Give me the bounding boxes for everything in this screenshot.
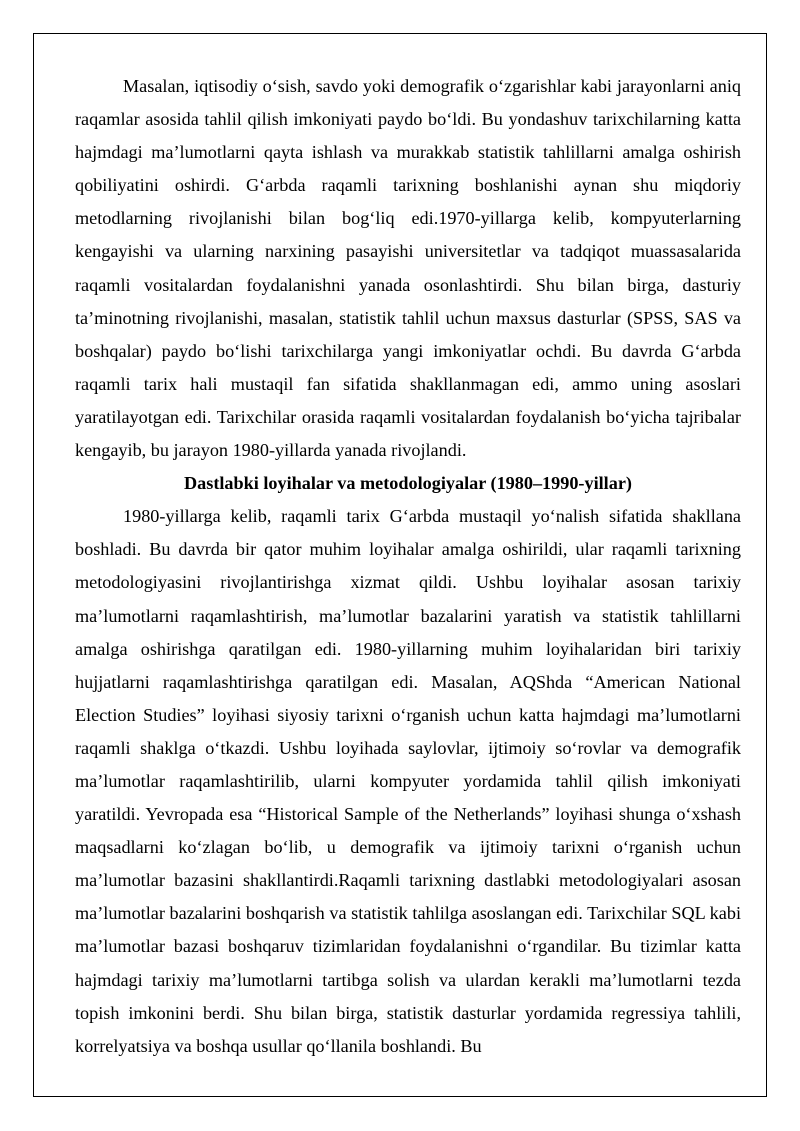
section-heading: Dastlabki loyihalar va metodologiyalar (1980–1990-yillar) (184, 473, 632, 494)
paragraph-intro: Masalan, iqtisodiy o‘sish, savdo yoki demografik o‘zgarishlar kabi jarayonlarni aniq raqamlar asosida tahlil qilish imkoniyati paydo bo‘ldi. Bu yondashuv tarixchilarning katta hajmdagi ma’lumotlarni qayta ishlash va murakkab statistik tahlillarni amalga oshirish qobiliyatini oshirdi. G‘arbda raqamli tarixning boshlanishi aynan shu miqdoriy metodlarning rivojlanishi bilan bog‘liq edi.1970-yillarga kelib, kompyuterlarning kengayishi va ularning narxining pasayishi universitetlar va tadqiqot muassasalarida raqamli vositalardan foydalanishni yanada osonlashtirdi. Shu bilan birga, dasturiy ta’minotning rivojlanishi, masalan, statistik tahlil uchun maxsus dasturlar (SPSS, SAS va boshqalar) paydo bo‘lishi tarixchilarga yangi imkoniyatlar ochdi. Bu davrda G‘arbda raqamli tarix hali mustaqil fan sifatida shakllanmagan edi, ammo uning asoslari yaratilayotgan edi. Tarixchilar orasida raqamli vositalardan foydalanish bo‘yicha tajribalar kengayib, bu jarayon 1980-yillarda yanada rivojlandi. (75, 76, 741, 461)
paragraph-projects: 1980-yillarga kelib, raqamli tarix G‘arbda mustaqil yo‘nalish sifatida shakllana boshladi. Bu davrda bir qator muhim loyihalar amalga oshirildi, ular raqamli tarixning metodologiyasini rivojlantirishga xizmat qildi. Ushbu loyihalar asosan tarixiy ma’lumotlarni raqamlashtirish, ma’lumotlar bazalarini yaratish va statistik tahlillarni amalga oshirishga qaratilgan edi. 1980-yillarning muhim loyihalaridan biri tarixiy hujjatlarni raqamlashtirishga qaratilgan edi. Masalan, AQShda “American National Election Studies” loyihasi siyosiy tarixni o‘rganish uchun katta hajmdagi ma’lumotlarni raqamli shaklga o‘tkazdi. Ushbu loyihada saylovlar, ijtimoiy so‘rovlar va demografik ma’lumotlar raqamlashtirilib, ularni kompyuter yordamida tahlil qilish imkoniyati yaratildi. Yevropada esa “Historical Sample of the Netherlands” loyihasi shunga o‘xshash maqsadlarni ko‘zlagan bo‘lib, u demografik va ijtimoiy tarixni o‘rganish uchun ma’lumotlar bazasini shakllantirdi.Raqamli tarixning dastlabki metodologiyalari asosan ma’lumotlar bazalarini boshqarish va statistik tahlilga asoslangan edi. Tarixchilar SQL kabi ma’lumotlar bazasi boshqaruv tizimlaridan foydalanishni o‘rgandilar. Bu tizimlar katta hajmdagi tarixiy ma’lumotlarni tartibga solish va ulardan kerakli ma’lumotlarni tezda topish imkonini berdi. Shu bilan birga, statistik dasturlar yordamida regressiya tahlili, korrelyatsiya va boshqa usullar qo‘llanila boshlandi. Bu (75, 506, 741, 1056)
document-body (75, 70, 741, 1063)
